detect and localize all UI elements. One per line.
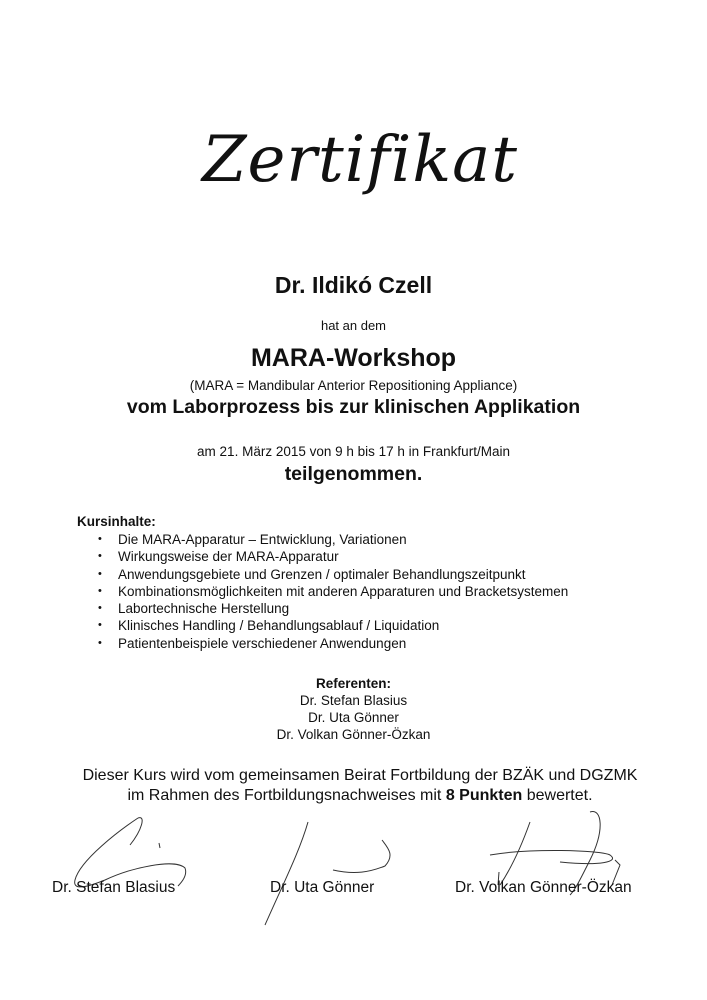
signature-name: Dr. Volkan Gönner-Özkan [455, 879, 632, 896]
workshop-subtitle: vom Laborprozess bis zur klinischen Applikation [126, 396, 581, 418]
signature-name: Dr. Stefan Blasius [52, 879, 176, 896]
certificate-title: Zertifikat [202, 123, 518, 197]
list-item: • Anwendungsgebiete und Grenzen / optimaler Behandlungszeitpunkt [98, 566, 568, 583]
speakers-label: Referenten: [315, 676, 391, 691]
list-item: • Labortechnische Herstellung [98, 600, 568, 617]
mara-definition: (MARA = Mandibular Anterior Repositioning Appliance) [189, 378, 518, 393]
workshop-title: MARA-Workshop [250, 344, 457, 372]
recipient-name: Dr. Ildikó Czell [274, 272, 433, 298]
accreditation-note [80, 766, 640, 806]
list-item: • Wirkungsweise der MARA-Apparatur [98, 548, 568, 565]
contents-list [98, 531, 568, 652]
speaker-name: Dr. Volkan Gönner-Özkan [276, 727, 431, 742]
accreditation-points: 8 Punkten [445, 787, 523, 804]
accreditation-text-end: bewertet. [522, 787, 593, 804]
list-item: • Die MARA-Apparatur – Entwicklung, Variationen [98, 531, 568, 548]
contents-label: Kursinhalte: [77, 514, 156, 529]
participated-text: teilgenommen. [284, 463, 423, 485]
speaker-name: Dr. Uta Gönner [308, 710, 399, 725]
list-item: • Patientenbeispiele verschiedener Anwendungen [98, 635, 568, 652]
accreditation-text: Dieser Kurs wird vom gemeinsamen Beirat Fortbildung der BZÄK und DGZMK im Rahmen des Fortbildungsnachweises mit [82, 767, 638, 804]
list-item: • Kombinationsmöglichkeiten mit anderen Apparaturen und Bracketsystemen [98, 583, 568, 600]
speaker-name: Dr. Stefan Blasius [299, 693, 408, 708]
list-item: • Klinisches Handling / Behandlungsablauf / Liquidation [98, 617, 568, 634]
intro-text: hat an dem [320, 318, 387, 333]
date-line: am 21. März 2015 von 9 h bis 17 h in Frankfurt/Main [197, 444, 510, 459]
signature-name: Dr. Uta Gönner [270, 879, 375, 896]
